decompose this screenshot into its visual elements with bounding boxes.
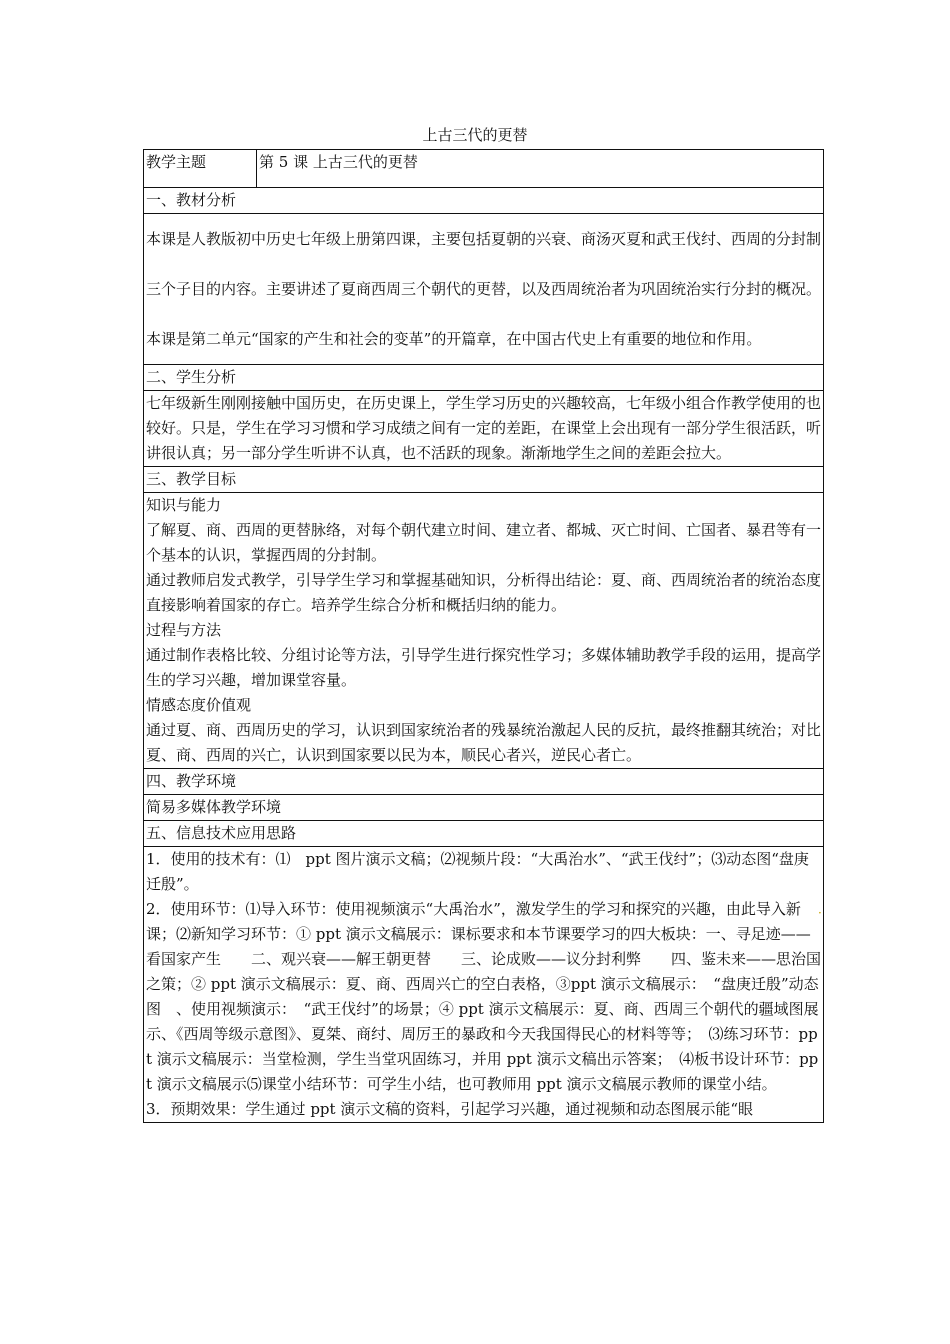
tech-line-1: 1．使用的技术有：⑴ ppt 图片演示文稿；⑵视频片段：“大禹治水”、“武王伐纣”；⑶动态图“盘庚迁殷”。: [146, 850, 809, 893]
goals-line: 通过教师启发式教学，引导学生学习和掌握基础知识，分析得出结论：夏、商、西周统治者的统治态度直接影响着国家的存亡。培养学生综合分析和概括归纳的能力。: [146, 571, 822, 614]
goals-subheading-process: 过程与方法: [146, 621, 222, 639]
goals-line: 通过夏、商、西周历史的学习，认识到国家统治者的残暴统治激起人民的反抗，最终推翻其统治；对比夏、商、西周的兴亡，认识到国家要以民为本，顺民心者兴，逆民心者亡。: [146, 721, 822, 764]
tech-line-3: 3．预期效果：学生通过 ppt 演示文稿的资料，引起学习兴趣，通过视频和动态图展示能“眼: [146, 1100, 753, 1118]
section-heading-environment: 四、教学环境: [144, 769, 824, 795]
section-heading-students: 二、学生分析: [144, 365, 824, 391]
material-text: 本课是人教版初中历史七年级上册第四课，主要包括夏朝的兴衰、商汤灭夏和武王伐纣、西周的分封制三个子目的内容。主要讲述了夏商西周三个朝代的更替，以及西周统治者为巩固统治实行分封的概况。本课是第二单元“国家的产生和社会的变革”的开篇章，在中国古代史上有重要的地位和作用。: [146, 230, 822, 348]
margin-mark: ·: [818, 906, 822, 920]
tech-line-2: 2．使用环节：⑴导入环节：使用视频演示“大禹治水”，激发学生的学习和探究的兴趣，由此导入新课；⑵新知学习环节：① ppt 演示文稿展示：课标要求和本节课要学习的四大板块：一、寻足迹——看国家产生 二、观兴衰——解王朝更替 三、论成败——议分封利弊 四、鉴未来——思治国之策；② ppt 演示文稿展示：夏、商、西周兴亡的空白表格，③ppt 演示文稿展示： “盘庚迁殷”动态图 、使用视频演示： “武王伐纣”的场景；④ ppt 演示文稿展示：夏、商、西周三个朝代的疆域图展示、《西周等级示意图》、夏桀、商纣、周厉王的暴政和今天我国得民心的材料等等； ⑶练习环节：ppt 演示文稿展示：当堂检测，学生当堂巩固练习，并用 ppt 演示文稿出示答案； ⑷板书设计环节：ppt 演示文稿展示⑸课堂小结环节：可学生小结，也可教师用 ppt 演示文稿展示教师的课堂小结。: [146, 900, 822, 1093]
page-title: 上古三代的更替: [422, 126, 528, 144]
section-body-material: [144, 214, 824, 365]
topic-label: 教学主题: [144, 150, 257, 188]
lesson-plan-table: [143, 149, 824, 1123]
students-text: 七年级新生刚刚接触中国历史，在历史课上，学生学习历史的兴趣较高，七年级小组合作教学使用的也较好。只是，学生在学习习惯和学习成绩之间有一定的差距，在课堂上会出现有一部分学生很活跃，听讲很认真；另一部分学生听讲不认真，也不活跃的现象。渐渐地学生之间的差距会拉大。: [146, 394, 822, 462]
goals-line: 了解夏、商、西周的更替脉络，对每个朝代建立时间、建立者、都城、灭亡时间、亡国者、暴君等有一个基本的认识，掌握西周的分封制。: [146, 521, 822, 564]
goals-line: 通过制作表格比较、分组讨论等方法，引导学生进行探究性学习；多媒体辅助教学手段的运用，提高学生的学习兴趣，增加课堂容量。: [146, 646, 822, 689]
section-heading-goals: 三、教学目标: [144, 467, 824, 493]
section-heading-tech: 五、信息技术应用思路: [144, 821, 824, 847]
goals-subheading-values: 情感态度价值观: [146, 696, 252, 714]
topic-row: [144, 150, 824, 188]
section-body-goals: [144, 493, 824, 769]
section-heading-material: 一、教材分析: [144, 188, 824, 214]
section-body-students: [144, 391, 824, 467]
topic-value: 第 5 课 上古三代的更替: [257, 150, 824, 188]
section-body-environment: 简易多媒体教学环境: [144, 795, 824, 821]
goals-subheading-knowledge: 知识与能力: [146, 496, 222, 514]
section-body-tech: [144, 847, 824, 1123]
